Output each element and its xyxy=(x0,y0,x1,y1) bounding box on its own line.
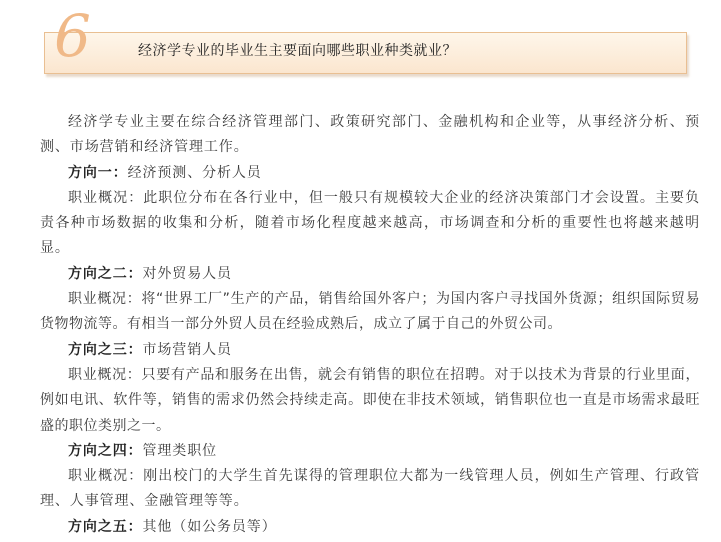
direction-5-heading: 方向之五： xyxy=(68,518,143,535)
direction-1-heading: 方向一： xyxy=(68,164,128,181)
direction-2-line xyxy=(40,262,700,287)
direction-4-title: 管理类职位 xyxy=(142,442,217,459)
article-body xyxy=(40,110,700,540)
direction-4-line xyxy=(40,439,700,464)
direction-3-title: 市场营销人员 xyxy=(142,341,232,358)
direction-5-title: 其他（如公务员等） xyxy=(142,518,277,535)
direction-1-line xyxy=(40,161,700,186)
direction-2-title: 对外贸易人员 xyxy=(142,265,232,282)
direction-3-overview: 职业概况：只要有产品和服务在出售，就会有销售的职位在招聘。对于以技术为背景的行业里面，例如电讯、软件等，销售的需求仍然会持续走高。即使在非技术领域，销售职位也一直是市场需求最旺盛的职位类别之一。 xyxy=(40,366,700,434)
direction-3-heading: 方向之三： xyxy=(68,341,143,358)
question-number: 6 xyxy=(54,2,91,70)
direction-4-heading: 方向之四： xyxy=(68,442,143,459)
question-title: 经济学专业的毕业生主要面向哪些职业种类就业？ xyxy=(138,43,457,59)
direction-3-line xyxy=(40,338,700,363)
direction-1-title: 经济预测、分析人员 xyxy=(127,164,262,181)
direction-2-overview: 职业概况：将“世界工厂”生产的产品，销售给国外客户；为国内客户寻找国外货源；组织国际贸易货物物流等。有相当一部分外贸人员在经验成熟后，成立了属于自己的外贸公司。 xyxy=(40,291,700,333)
direction-5-line xyxy=(40,515,700,540)
direction-1-overview: 职业概况：此职位分布在各行业中，但一般只有规模较大企业的经济决策部门才会设置。主要负责各种市场数据的收集和分析，随着市场化程度越来越高，市场调查和分析的重要性也将越来越明显。 xyxy=(40,189,700,257)
intro-paragraph: 经济学专业主要在综合经济管理部门、政策研究部门、金融机构和企业等，从事经济分析、预测、市场营销和经济管理工作。 xyxy=(40,114,700,156)
direction-4-overview: 职业概况：刚出校门的大学生首先谋得的管理职位大都为一线管理人员，例如生产管理、行政管理、人事管理、金融管理等等。 xyxy=(40,468,700,510)
direction-2-heading: 方向之二： xyxy=(68,265,143,282)
